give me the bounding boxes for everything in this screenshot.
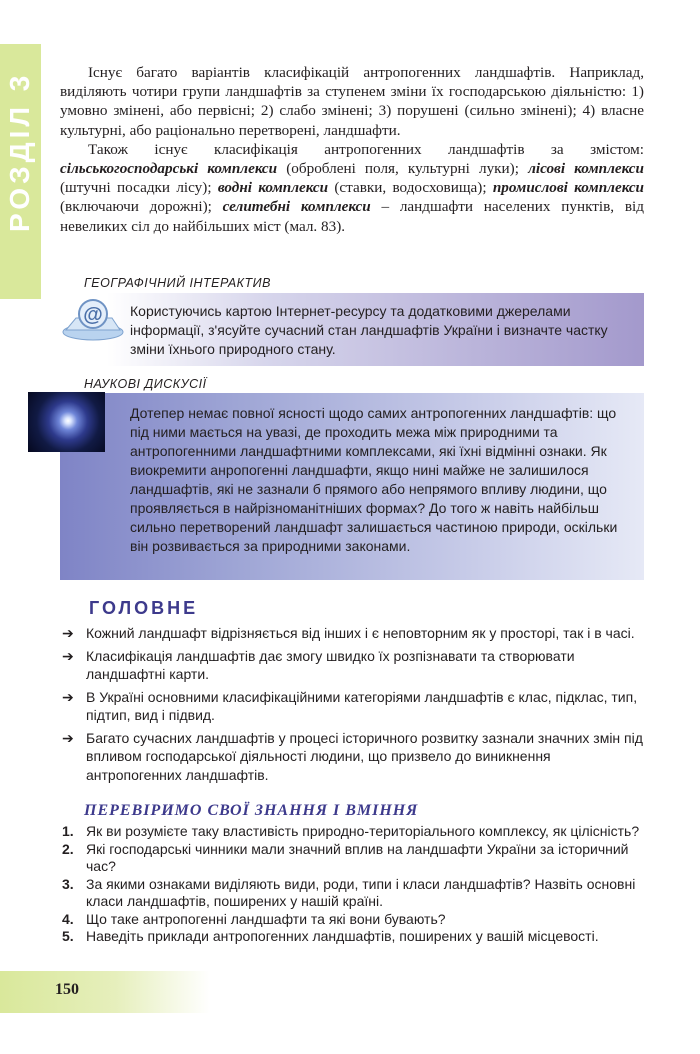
term-industrial: промислові комплекси bbox=[492, 179, 645, 197]
interactive-label: ГЕОГРАФІЧНИЙ ІНТЕРАКТИВ bbox=[84, 276, 271, 290]
arrow-icon: ➔ bbox=[62, 688, 74, 705]
discussion-text: Дотепер немає повної ясності щодо самих антропогенних ландшафтів: що під ними мається на увазі, де проходить межа між природними та антропогенними ландшафтними комплексами, які їхні відмінні ознаки. Як виокремити анропогенні ландшафти, якщо нині майже не залишилося ландшафтів, які не зазнали б прямого або непрямого впливу людини, що проявляється в найрізноманітніших формах? До того ж навіть найбільш сильно перетворений ландшафт залишається частиною природи, оскільки він розвивається за природними законами. bbox=[130, 405, 618, 554]
term-settlement: селитебні комплекси bbox=[222, 198, 371, 216]
term-water: водні комплекси bbox=[217, 179, 329, 197]
paragraph-2: Також існує класифікація антропогенних ландшафтів за змістом: сільськогосподарські комплекси (оброблені поля, культурні луки); лісові комплекси (штучні посадки лісу); водні комплекси (ставки, водосховища); промислові комплекси (включаючи дорожні); селитебні комплекси – ландшафти населених пунктів, від невеликих сіл до найбільших міст (мал. 83). bbox=[60, 140, 645, 235]
at-sign-icon bbox=[60, 294, 126, 342]
galaxy-image bbox=[28, 392, 105, 452]
arrow-icon: ➔ bbox=[62, 647, 74, 664]
discussion-label: НАУКОВІ ДИСКУСІЇ bbox=[84, 377, 207, 391]
list-item: ➔ В Україні основними класифікаційними категоріями ландшафтів є клас, підклас, тип, підтип, вид і підвид. bbox=[62, 688, 638, 723]
question-list bbox=[62, 823, 644, 946]
page-number-strip bbox=[0, 971, 210, 1013]
paragraph-1: Існує багато варіантів класифікацій антропогенних ландшафтів. Наприклад, виділяють чотири групи ландшафтів за ступенем зміни їх господарською діяльністю: 1) умовно змінені, або первісні; 2) слабо змінені; 3) порушені (сильно змінені); 4) власне культурні, або раціонально перетворені, ландшафти. bbox=[60, 64, 644, 139]
page-number: 150 bbox=[55, 981, 79, 998]
list-item: ➔ Кожний ландшафт відрізняється від інших і є неповторним як у просторі, так і в часі. bbox=[62, 625, 635, 641]
main-list bbox=[62, 624, 644, 788]
body-text bbox=[60, 63, 644, 236]
term-agricultural: сільськогосподарські комплекси bbox=[60, 160, 278, 178]
question-item: 2. Які господарські чинники мали значний вплив на ландшафти України за історичний час? bbox=[62, 840, 629, 874]
question-item: 1. Як ви розумієте таку властивість природно-територіального комплексу, як цілісність? bbox=[62, 823, 640, 839]
interactive-text: Користуючись картою Інтернет-ресурсу та додатковими джерелами інформації, з'ясуйте сучасний стан ландшафтів України і визначте частку зміни їхнього природного стану. bbox=[130, 303, 608, 357]
question-item: 4. Що таке антропогенні ландшафти та які вони бувають? bbox=[62, 910, 446, 927]
section-tab bbox=[0, 44, 41, 299]
discussion-box bbox=[60, 393, 644, 580]
term-forest: лісові комплекси bbox=[528, 160, 644, 178]
question-item: 3. За якими ознаками виділяють види, роди, типи і класи ландшафтів? Назвіть основні класи ландшафтів, поширених у нашій країні. bbox=[62, 875, 636, 909]
list-item: ➔ Класифікація ландшафтів дає змогу швидко їх розпізнавати та створювати ландшафтні карти. bbox=[62, 647, 575, 682]
svg-text:@: @ bbox=[83, 304, 103, 326]
arrow-icon: ➔ bbox=[62, 625, 74, 641]
arrow-icon: ➔ bbox=[62, 729, 74, 746]
main-heading: ГОЛОВНЕ bbox=[89, 598, 199, 618]
check-heading: ПЕРЕВІРИМО СВОЇ ЗНАННЯ І ВМІННЯ bbox=[84, 802, 419, 819]
list-item: ➔ Багато сучасних ландшафтів у процесі історичного розвитку зазнали значних змін під впливом господарської діяльності людини, що призвело до виникнення антропогенних ландшафтів. bbox=[62, 729, 643, 783]
interactive-box bbox=[60, 293, 644, 366]
section-tab-label: РОЗДІЛ 3 bbox=[4, 71, 35, 232]
question-item: 5. Наведіть приклади антропогенних ландшафтів, поширених у вашій місцевості. bbox=[62, 928, 599, 944]
